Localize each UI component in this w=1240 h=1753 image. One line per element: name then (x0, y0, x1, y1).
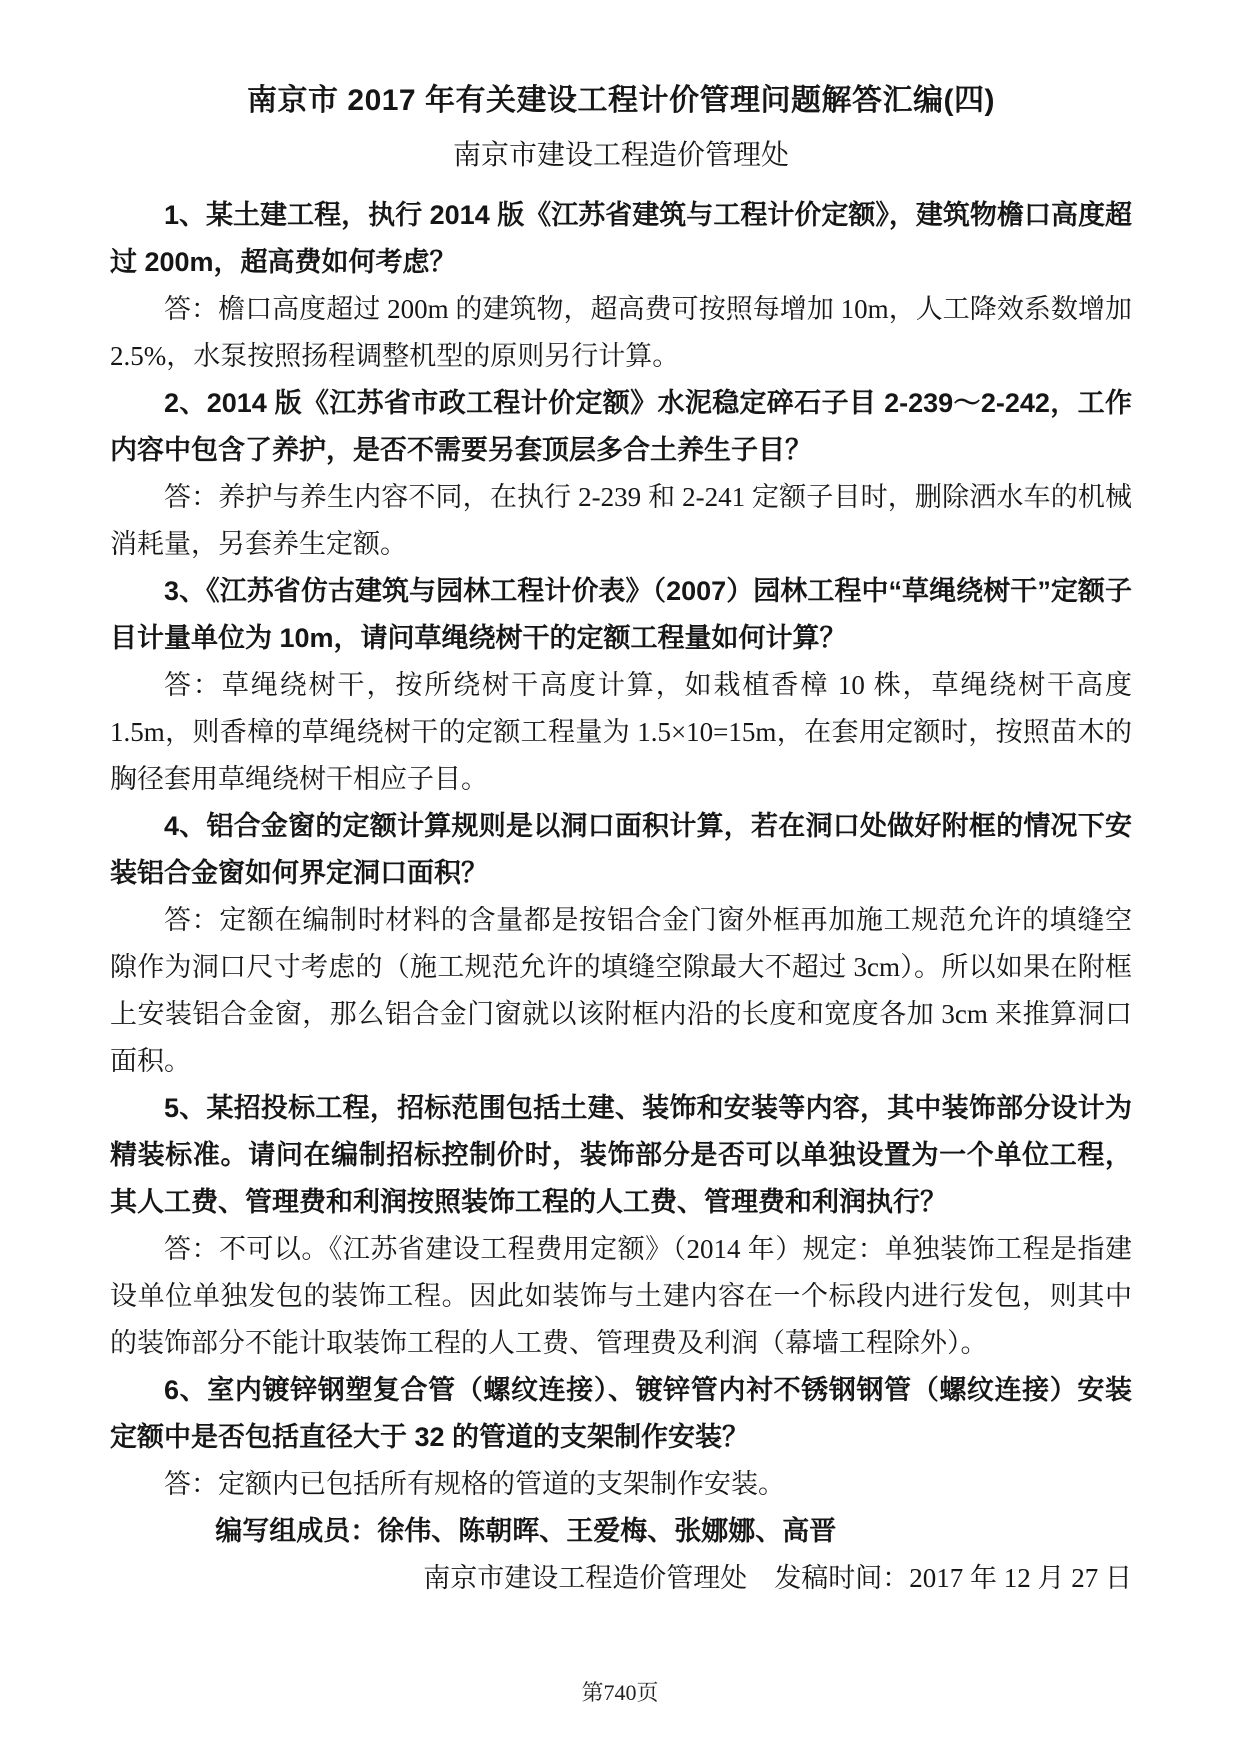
answer-6: 答：定额内已包括所有规格的管道的支架制作安装。 (164, 1469, 785, 1499)
question-1: 1、某土建工程，执行 2014 版《江苏省建筑与工程计价定额》，建筑物檐口高度超过 200m，超高费如何考虑？ (110, 200, 1132, 277)
answer-3: 答：草绳绕树干，按所绕树干高度计算，如栽植香樟 10 株，草绳绕树干高度 1.5m，则香樟的草绳绕树干的定额工程量为 1.5×10=15m，在套用定额时，按照苗木的胸径套用草绳绕树干相应子目。 (110, 670, 1132, 794)
page-number: 第740页 (581, 1680, 659, 1705)
page-title: 南京市 2017 年有关建设工程计价管理问题解答汇编(四) (247, 84, 995, 117)
answer-2: 答：养护与养生内容不同，在执行 2-239 和 2-241 定额子目时，删除洒水车的机械消耗量，另套养生定额。 (110, 482, 1132, 559)
credits-line: 编写组成员：徐伟、陈朝晖、王爱梅、张娜娜、高晋 (215, 1516, 837, 1546)
answer-1: 答：檐口高度超过 200m 的建筑物，超高费可按照每增加 10m，人工降效系数增加 2.5%，水泵按照扬程调整机型的原则另行计算。 (110, 294, 1132, 371)
question-6: 6、室内镀锌钢塑复合管（螺纹连接）、镀锌管内衬不锈钢钢管（螺纹连接）安装定额中是否包括直径大于 32 的管道的支架制作安装？ (110, 1375, 1132, 1452)
question-2: 2、2014 版《江苏省市政工程计价定额》水泥稳定碎石子目 2-239～2-242，工作内容中包含了养护，是否不需要另套顶层多合土养生子目？ (110, 388, 1132, 465)
question-5: 5、某招投标工程，招标范围包括土建、装饰和安装等内容，其中装饰部分设计为精装标准。请问在编制招标控制价时，装饰部分是否可以单独设置为一个单位工程，其人工费、管理费和利润按照装饰工程的人工费、管理费和利润执行？ (110, 1093, 1132, 1217)
question-3: 3、《江苏省仿古建筑与园林工程计价表》（2007）园林工程中“草绳绕树干”定额子目计量单位为 10m，请问草绳绕树干的定额工程量如何计算？ (110, 576, 1132, 653)
page-subtitle: 南京市建设工程造价管理处 (452, 140, 789, 171)
signoff-line: 南京市建设工程造价管理处 发稿时间：2017 年 12 月 27 日 (423, 1563, 1132, 1593)
answer-4: 答：定额在编制时材料的含量都是按铝合金门窗外框再加施工规范允许的填缝空隙作为洞口尺寸考虑的（施工规范允许的填缝空隙最大不超过 3cm）。所以如果在附框上安装铝合金窗，那么铝合金门窗就以该附框内沿的长度和宽度各加 3cm 来推算洞口面积。 (110, 905, 1132, 1076)
question-4: 4、铝合金窗的定额计算规则是以洞口面积计算，若在洞口处做好附框的情况下安装铝合金窗如何界定洞口面积？ (110, 811, 1132, 888)
answer-5: 答：不可以。《江苏省建设工程费用定额》（2014 年）规定：单独装饰工程是指建设单位单独发包的装饰工程。因此如装饰与土建内容在一个标段内进行发包，则其中的装饰部分不能计取装饰工程的人工费、管理费及利润（幕墙工程除外）。 (110, 1234, 1132, 1358)
